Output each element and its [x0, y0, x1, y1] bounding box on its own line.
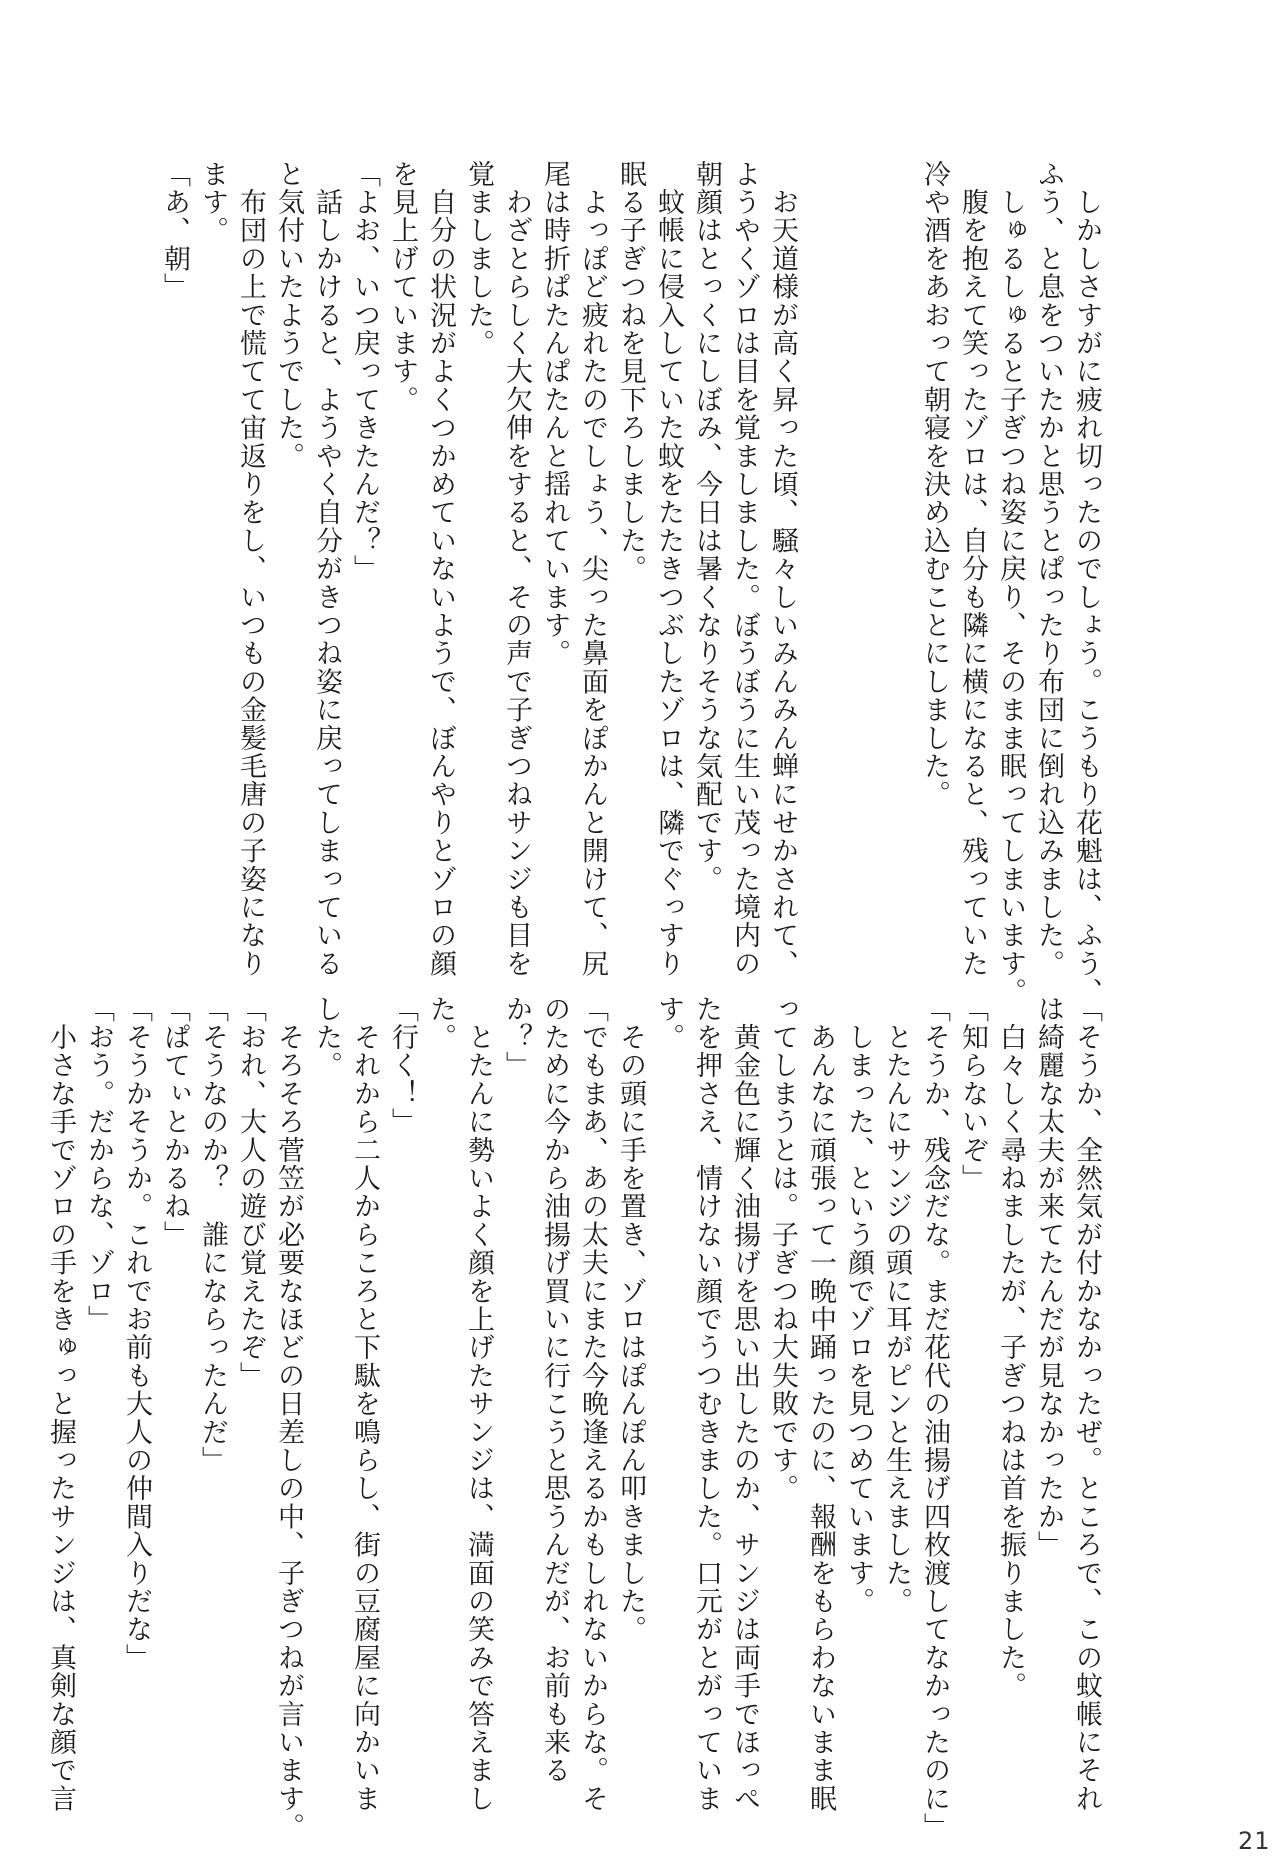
text-line: その頭に手を置き、ゾロはぽんぽん叩きました。 [615, 995, 646, 1644]
text-line: 布団の上で慌てて宙返りをし、いつもの金髪毛唐の子姿になり [235, 160, 266, 978]
text-line: 「でもまあ、あの太夫にまた今晩逢えるかもしれないからな。そ [577, 995, 608, 1813]
text-line: 自分の状況がよくつかめていないようで、ぼんやりとゾロの顔 [425, 160, 456, 978]
text-line: のために今から油揚げ買いに行こうと思うんだが、お前も来る [539, 995, 570, 1785]
text-line: 「あ、朝」 [159, 160, 190, 301]
text-line: 「そうかそうか。これでお前も大人の仲間入りだな」 [121, 995, 152, 1672]
text-line: 「よお、いつ戻ってきたんだ？」 [349, 160, 380, 583]
text-line: 小さな手でゾロの手をきゅっと握ったサンジは、真剣な顔で言 [45, 995, 76, 1813]
text-line: 白々しく尋ねましたが、子ぎつねは首を振りました。 [995, 995, 1026, 1700]
text-line: 黄金色に輝く油揚げを思い出したのか、サンジは両手でほっぺ [729, 995, 760, 1813]
text-line: 蚊帳に侵入していた蚊をたたきつぶしたゾロは、隣でぐっすり [653, 160, 684, 978]
text-line: しまった、という顔でゾロを見つめています。 [843, 995, 874, 1616]
page-number: 21 [1238, 1827, 1271, 1855]
text-line: とたんに勢いよく顔を上げたサンジは、満面の笑みで答えまし [463, 995, 494, 1813]
text-line: 「そうか、全然気が付かなかったぜ。ところで、この蚊帳にそれ [1071, 995, 1102, 1813]
text-line: を見上げています。 [387, 160, 418, 414]
text-line: 「ぱてぃとかるね」 [159, 995, 190, 1249]
text-line: ます。 [197, 160, 228, 245]
text-line: 話しかけると、ようやく自分がきつね姿に戻ってしまっている [311, 160, 342, 978]
text-line: そろそろ菅笠が必要なほどの日差しの中、子ぎつねが言います。 [273, 995, 304, 1841]
text-line: わざとらしく大欠伸をすると、その声で子ぎつねサンジも目を [501, 160, 532, 978]
text-line: あんなに頑張って一晩中踊ったのに、報酬をもらわないまま眠 [805, 995, 836, 1813]
text-line [839, 160, 877, 880]
text-line: とたんにサンジの頭に耳がピンと生えました。 [881, 995, 912, 1616]
text-line [801, 160, 839, 880]
text-line: と気付いたようでした。 [273, 160, 304, 471]
text-line: よっぽど疲れたのでしょう、尖った鼻面をぽかんと開けて、尻 [577, 160, 608, 978]
text-line: 「そうか、残念だな。まだ花代の油揚げ四枚渡してなかったのに」 [919, 995, 950, 1841]
text-line: お天道様が高く昇った頃、騒々しいみんみん蝉にせかされて、 [767, 160, 798, 978]
text-line: ってしまうとは。子ぎつね大失敗です。 [767, 995, 798, 1503]
text-line: は綺麗な太夫が来てたんだが見なかったか」 [1033, 995, 1064, 1559]
text-line: 「行く！」 [387, 995, 418, 1136]
text-line: 朝顔はとっくにしぼみ、今日は暑くなりそうな気配です。 [691, 160, 722, 894]
text-line: 「おう。だからな、ゾロ」 [83, 995, 114, 1334]
text-line [877, 160, 915, 880]
top-text-block [105, 160, 1105, 1006]
text-line: 腹を抱えて笑ったゾロは、自分も隣に横になると、残っていた [957, 160, 988, 978]
text-line: ふう、と息をついたかと思うとぱったり布団に倒れ込みました。 [1033, 160, 1064, 978]
text-line: しゅるしゅると子ぎつね姿に戻り、そのまま眠ってしまいます。 [995, 160, 1026, 1006]
bottom-text-block [45, 995, 1105, 1841]
text-line: た。 [425, 995, 456, 1052]
text-line: した。 [311, 995, 342, 1080]
text-line: 眠る子ぎつねを見下ろしました。 [615, 160, 646, 583]
text-line: ようやくゾロは目を覚ましました。ぼうぼうに生い茂った境内の [729, 160, 760, 978]
text-line: 「そうなのか？ 誰にならったんだ」 [197, 995, 228, 1475]
text-line: 「知らないぞ」 [957, 995, 988, 1193]
text-line: それから二人からころと下駄を鳴らし、街の豆腐屋に向かいま [349, 995, 380, 1813]
text-line: たを押さえ、情けない顔でうつむきました。口元がとがっていま [691, 995, 722, 1813]
text-line: か？」 [501, 995, 532, 1080]
text-line: 冷や酒をあおって朝寝を決め込むことにしました。 [919, 160, 950, 809]
text-line: 覚ましました。 [463, 160, 494, 358]
text-line: す。 [653, 995, 684, 1052]
text-line: しかしさすがに疲れ切ったのでしょう。こうもり花魁は、ふう、 [1071, 160, 1102, 1006]
text-line: 「おれ、大人の遊び覚えたぞ」 [235, 995, 266, 1390]
text-line: 尾は時折ぱたんぱたんと揺れています。 [539, 160, 570, 668]
